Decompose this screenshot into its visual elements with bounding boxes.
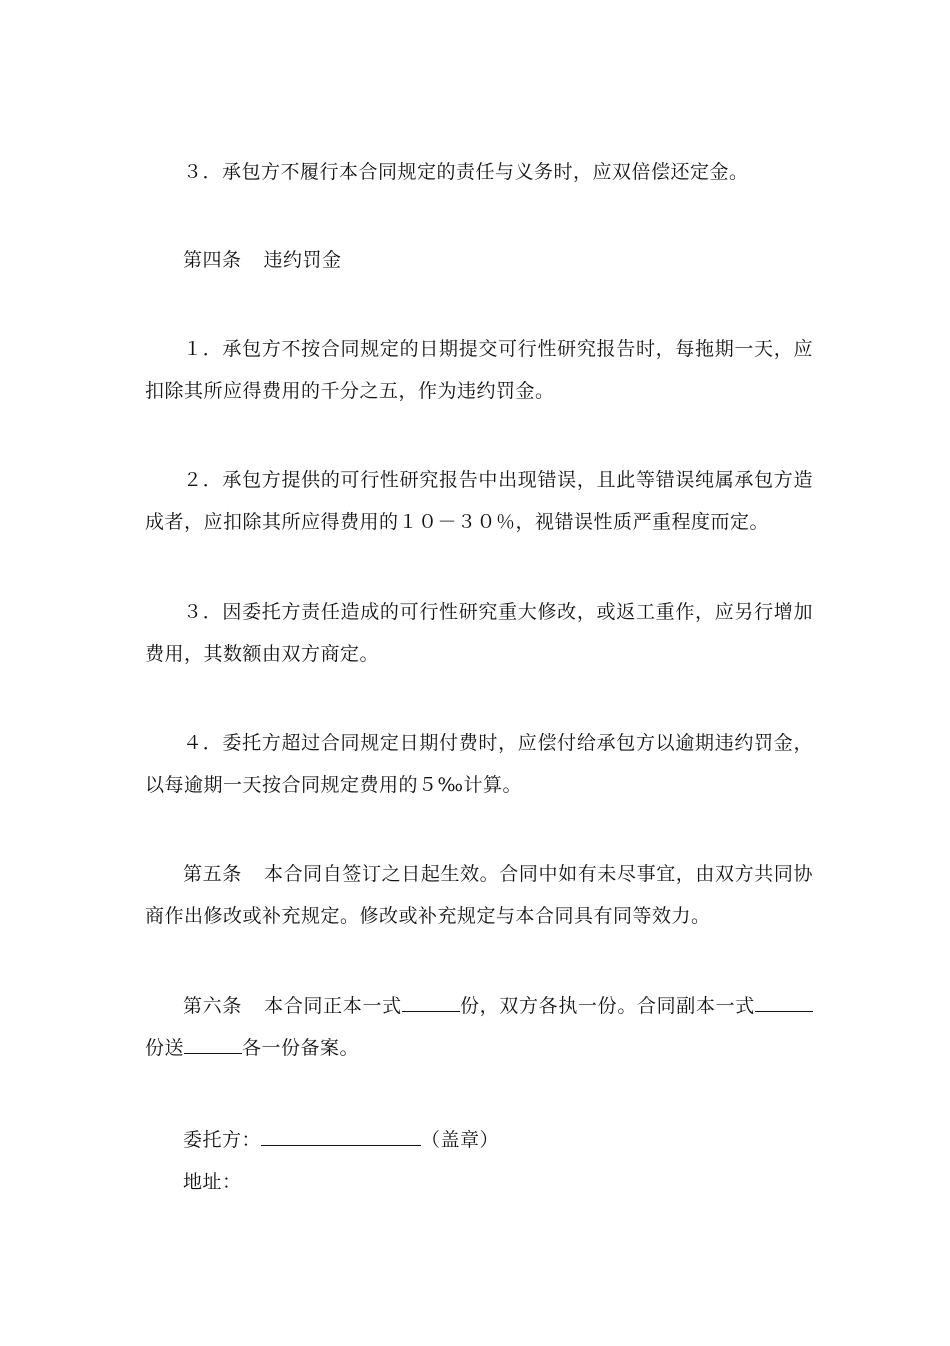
address-line (183, 1168, 242, 1196)
article-5-number: 第五条 (183, 863, 242, 885)
original-copies-blank[interactable] (402, 992, 460, 1012)
article-6-part3: 份送 (145, 1037, 185, 1059)
article-5 (145, 853, 813, 937)
clause-3-item-3: ３．承包方不履行本合同规定的责任与义务时，应双倍偿还定金。 (183, 161, 749, 183)
seal-label: （盖章） (421, 1129, 500, 1151)
client-label: 委托方： (183, 1129, 262, 1151)
article-4-item-1: １．承包方不按合同规定的日期提交可行性研究报告时，每拖期一天，应扣除其所应得费用的千分之五，作为违约罚金。 (145, 338, 813, 402)
duplicate-copies-blank[interactable] (755, 992, 813, 1012)
article-6-part2: 份，双方各执一份。合同副本一式 (459, 995, 755, 1017)
article-4-item-3: ３．因委托方责任造成的可行性研究重大修改，或返工重作，应另行增加费用，其数额由双方商定。 (145, 601, 813, 665)
article-6 (145, 985, 813, 1069)
recipient-blank[interactable] (184, 1034, 242, 1054)
article-4-item-2: ２．承包方提供的可行性研究报告中出现错误，且此等错误纯属承包方造成者，应扣除其所应得费用的１０－３０％，视错误性质严重程度而定。 (145, 469, 813, 533)
article-5-text: 本合同自签订之日起生效。合同中如有未尽事宜，由双方共同协商作出修改或补充规定。修改或补充规定与本合同具有同等效力。 (145, 863, 813, 927)
address-label: 地址： (183, 1171, 242, 1193)
article-4-item-4: ４．委托方超过合同规定日期付费时，应偿付给承包方以逾期违约罚金，以每逾期一天按合同规定费用的５‰计算。 (145, 732, 813, 796)
client-signature-line (183, 1126, 499, 1154)
article-6-part4: 各一份备案。 (242, 1037, 360, 1059)
article-6-part1: 本合同正本一式 (264, 995, 402, 1017)
article-4-number: 第四条 (183, 249, 242, 271)
article-4-heading (183, 239, 342, 281)
article-6-number: 第六条 (183, 995, 242, 1017)
client-signature-blank[interactable] (261, 1126, 421, 1146)
article-4-title: 违约罚金 (263, 249, 342, 271)
